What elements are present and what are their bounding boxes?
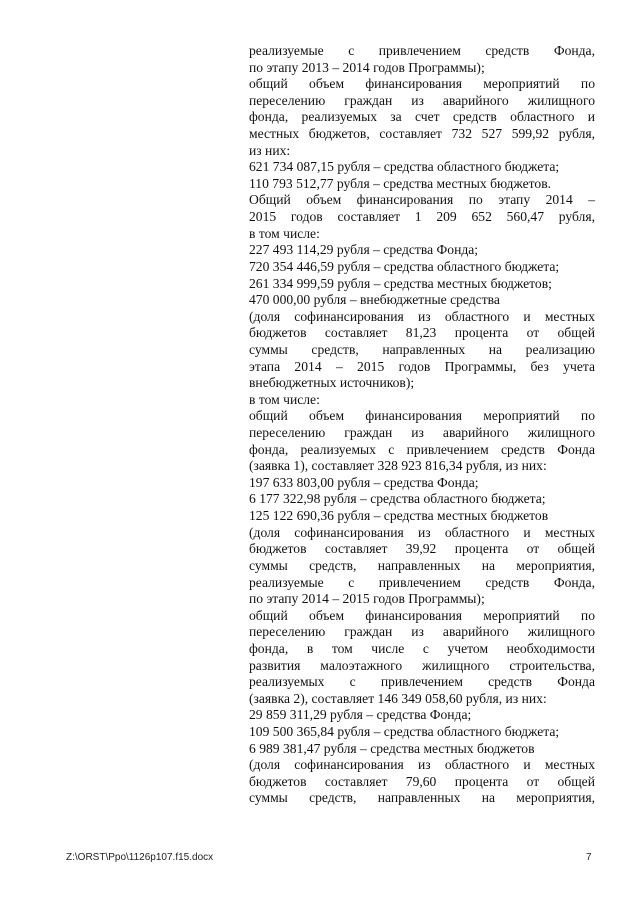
text-line: 197 633 803,00 рубля – средства Фонда;: [249, 474, 479, 490]
text-line: развития малоэтажного жилищного строительства,: [249, 657, 595, 673]
text-line: суммы средств, направленных на мероприятия,: [249, 790, 595, 806]
text-line: переселению граждан из аварийного жилищного: [249, 624, 595, 640]
text-line: Общий объем финансирования по этапу 2014 –: [249, 192, 595, 208]
text-line: этапа 2014 – 2015 годов Программы, без учета: [249, 358, 595, 374]
text-line: переселению граждан из аварийного жилищного: [249, 425, 595, 441]
text-line: 2015 годов составляет 1 209 652 560,47 рубля,: [249, 209, 595, 225]
text-line: общий объем финансирования мероприятий по: [249, 408, 595, 424]
text-line: 125 122 690,36 рубля – средства местных бюджетов: [249, 508, 549, 524]
text-line: (доля софинансирования из областного и местных: [249, 308, 595, 324]
text-line: по этапу 2013 – 2014 годов Программы);: [249, 59, 485, 75]
text-line: (заявка 2), составляет 146 349 058,60 рубля, из них:: [249, 690, 547, 706]
footer-file-path: Z:\ORST\Ppo\1126p107.f15.docx: [66, 852, 214, 863]
text-line: реализуемые с привлечением средств Фонда,: [249, 574, 595, 590]
text-line: (доля софинансирования из областного и местных: [249, 757, 595, 773]
text-line: (доля софинансирования из областного и местных: [249, 524, 595, 540]
text-line: 6 989 381,47 рубля – средства местных бюджетов: [249, 740, 535, 756]
text-line: общий объем финансирования мероприятий по: [249, 607, 595, 623]
text-line: по этапу 2014 – 2015 годов Программы);: [249, 591, 485, 607]
text-line: 720 354 446,59 рубля – средства областного бюджета;: [249, 258, 560, 274]
text-line: в том числе:: [249, 225, 320, 241]
text-line: 6 177 322,98 рубля – средства областного бюджета;: [249, 491, 546, 507]
text-line: 110 793 512,77 рубля – средства местных бюджетов.: [249, 175, 552, 191]
text-line: (заявка 1), составляет 328 923 816,34 рубля, из них:: [249, 458, 547, 474]
text-line: переселению граждан из аварийного жилищного: [249, 92, 595, 108]
text-line: суммы средств, направленных на мероприятия,: [249, 557, 595, 573]
body-text: [249, 43, 595, 807]
text-line: бюджетов составляет 39,92 процента от общей: [249, 541, 595, 557]
text-line: 227 493 114,29 рубля – средства Фонда;: [249, 242, 479, 258]
text-line: реализуемых с привлечением средств Фонда: [249, 674, 595, 690]
text-line: 261 334 999,59 рубля – средства местных бюджетов;: [249, 275, 552, 291]
text-line: общий объем финансирования мероприятий по: [249, 76, 595, 92]
text-line: фонда, реализуемых с привлечением средств Фонда: [249, 441, 595, 457]
text-line: бюджетов составляет 81,23 процента от общей: [249, 325, 595, 341]
text-line: реализуемые с привлечением средств Фонда,: [249, 43, 595, 58]
text-line: из них:: [249, 142, 291, 158]
text-line: фонда, реализуемых за счет средств областного и: [249, 109, 595, 125]
text-line: суммы средств, направленных на реализацию: [249, 341, 595, 357]
text-line: бюджетов составляет 79,60 процента от общей: [249, 773, 595, 789]
text-line: 621 734 087,15 рубля – средства областного бюджета;: [249, 159, 560, 175]
text-line: 470 000,00 рубля – внебюджетные средства: [249, 292, 500, 308]
text-line: 109 500 365,84 рубля – средства областного бюджета;: [249, 723, 560, 739]
text-line: 29 859 311,29 рубля – средства Фонда;: [249, 707, 472, 723]
page-number: 7: [586, 852, 592, 863]
text-line: в том числе:: [249, 391, 320, 407]
text-line: местных бюджетов, составляет 732 527 599,92 рубля,: [249, 126, 595, 142]
text-line: внебюджетных источников);: [249, 375, 415, 391]
text-line: фонда, в том числе с учетом необходимости: [249, 640, 595, 656]
